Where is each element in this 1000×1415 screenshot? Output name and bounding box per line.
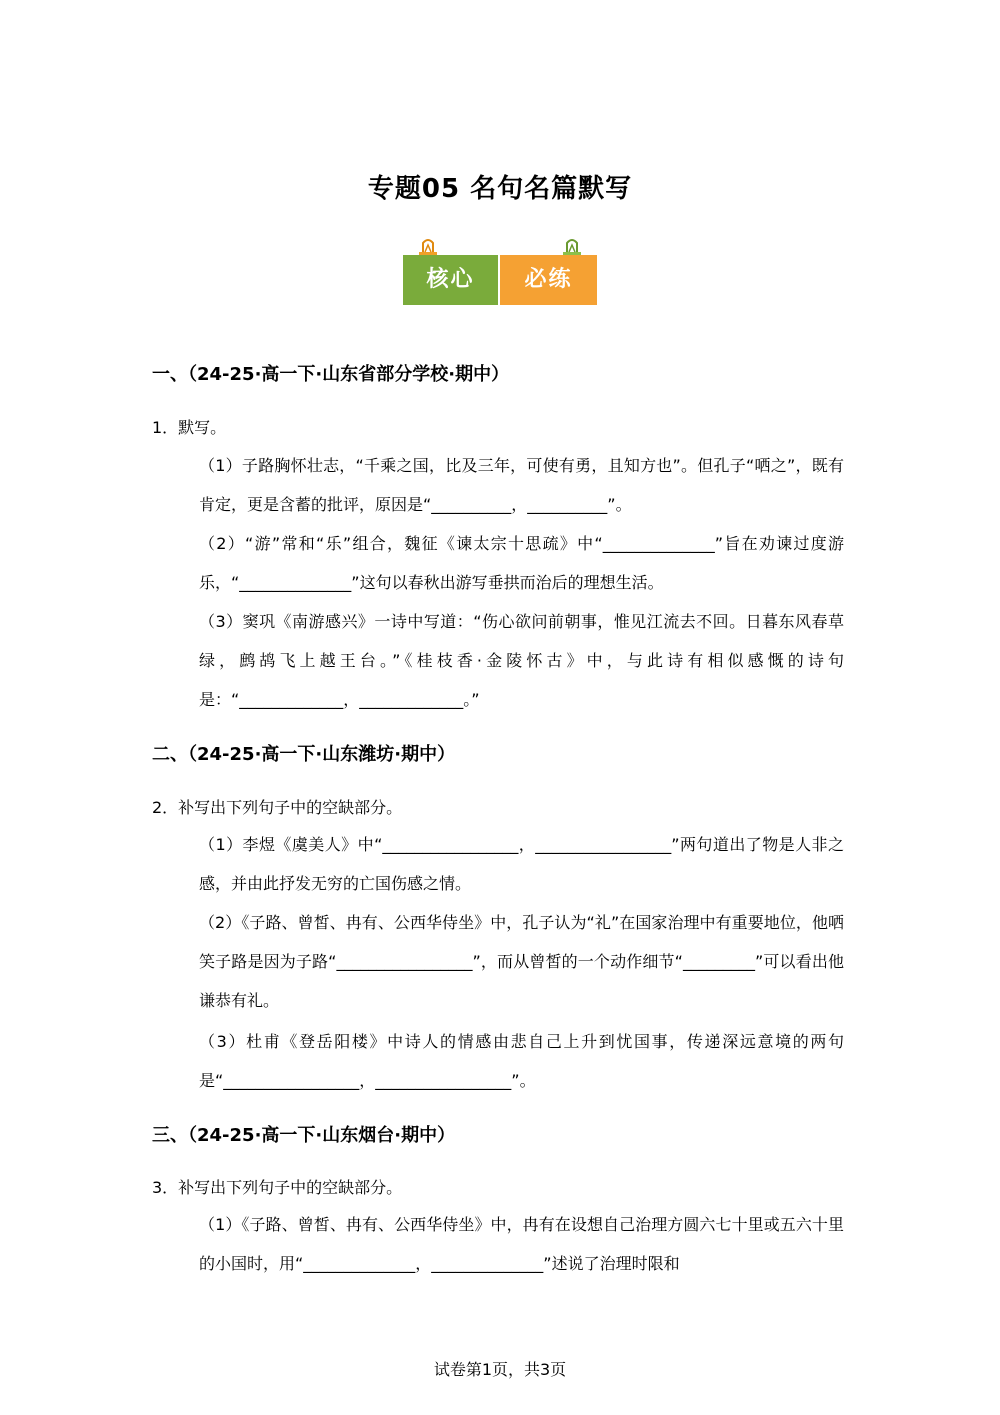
badge-core-label: 核心 [403,255,500,305]
sub-question-1-2: （2）“游”常和“乐”组合，魏征《谏太宗十思疏》中“______________”旨在劝谏过度游乐，“______________”这句以春秋出游写垂拱而治后的理想生活。 [199,534,844,592]
sub-question-1-1: （1）子路胸怀壮志，“千乘之国，比及三年，可使有勇，且知方也”。但孔子“哂之”，既有肯定，更是含蓄的批评，原因是“__________，__________”。 [199,456,844,514]
page-title: 专题05 名句名篇默写 [367,174,633,204]
section-heading-1: 一、（24-25·高一下·山东省部分学校·期中） [152,364,510,385]
section-heading-2: 二、（24-25·高一下·山东潍坊·期中） [152,744,456,765]
sub-question-1-3: （3）窦巩《南游感兴》一诗中写道：“伤心欲问前朝事，惟见江流去不回。日暮东风春草绿，鹧鸪飞上越王台。”《桂枝香·金陵怀古》中，与此诗有相似感慨的诗句是：“_____________，_____________。” [199,612,844,709]
badge-practice-label: 必练 [500,255,597,305]
sub-question-2-2: （2）《子路、曾皙、冉有、公西华侍坐》中，孔子认为“礼”在国家治理中有重要地位，他哂笑子路是因为子路“_________________”，而从曾皙的一个动作细节“_________”可以看出他谦恭有礼。 [199,913,844,1010]
sub-question-2-1: （1）李煜《虞美人》中“_________________，_________________”两句道出了物是人非之感，并由此抒发无穷的亡国伤感之情。 [199,835,844,893]
section-heading-3: 三、（24-25·高一下·山东烟台·期中） [152,1125,456,1146]
page-footer: 试卷第1页，共3页 [433,1360,567,1379]
sub-question-3-1: （1）《子路、曾皙、冉有、公西华侍坐》中，冉有在设想自己治理方圆六七十里或五六十里的小国时，用“______________，______________”述说了治理时限和 [199,1215,844,1273]
core-practice-badge [403,238,597,308]
question-stem-3: 3．补写出下列句子中的空缺部分。 [152,1178,403,1197]
question-stem-2: 2．补写出下列句子中的空缺部分。 [152,798,403,817]
question-stem-1: 1．默写。 [152,418,227,437]
sub-question-2-3: （3）杜甫《登岳阳楼》中诗人的情感由悲自己上升到忧国事，传递深远意境的两句是“_________________，_________________”。 [199,1032,844,1090]
